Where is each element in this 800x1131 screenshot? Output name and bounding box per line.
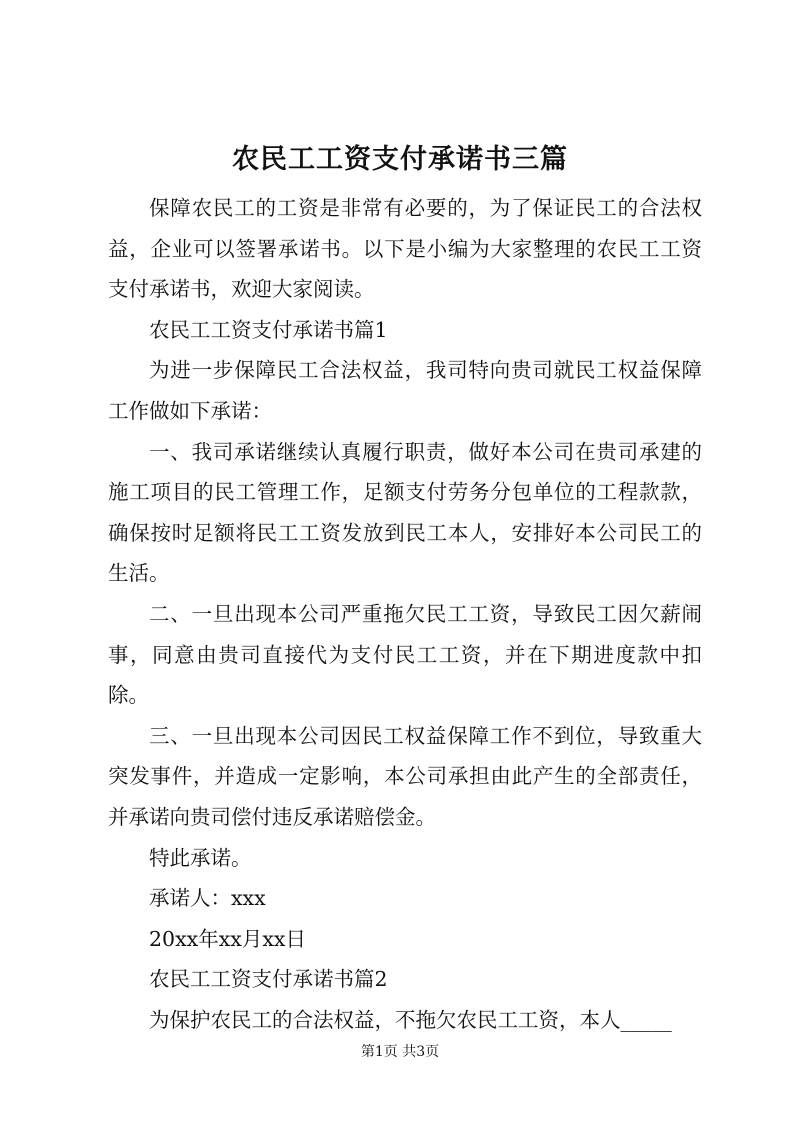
body-paragraph: 一、我司承诺继续认真履行职责，做好本公司在贵司承建的施工项目的民工管理工作，足额支付劳务分包单位的工程款款，确保按时足额将民工工资发放到民工本人，安排好本公司民工的生活。	[108, 439, 702, 586]
date-line: 20xx年xx月xx日	[149, 926, 306, 951]
body-paragraph: 三、一旦出现本公司因民工权益保障工作不到位，导致重大突发事件，并造成一定影响，本公司承担由此产生的全部责任，并承诺向贵司偿付违反承诺赔偿金。	[108, 723, 702, 829]
body-paragraph: 为保护农民工的合法权益，不拖欠农民工工资，本人_____	[149, 1007, 672, 1032]
closing-line: 特此承诺。	[149, 845, 252, 870]
body-paragraph: 为进一步保障民工合法权益，我司特向贵司就民工权益保障工作做如下承诺：	[108, 358, 702, 423]
signatory-line: 承诺人：xxx	[149, 886, 266, 911]
document-title: 农民工工资支付承诺书三篇	[232, 144, 568, 175]
section-heading-1: 农民工工资支付承诺书篇1	[149, 317, 388, 342]
body-paragraph: 二、一旦出现本公司严重拖欠民工工资，导致民工因欠薪闹事，同意由贵司直接代为支付民工工资，并在下期进度款中扣除。	[108, 601, 702, 708]
intro-paragraph: 保障农民工的工资是非常有必要的，为了保证民工的合法权益，企业可以签署承诺书。以下是小编为大家整理的农民工工资支付承诺书，欢迎大家阅读。	[108, 196, 702, 302]
section-heading-2: 农民工工资支付承诺书篇2	[149, 967, 388, 992]
page-footer: 第1页 共3页	[360, 1044, 440, 1060]
document-body	[108, 188, 702, 1040]
